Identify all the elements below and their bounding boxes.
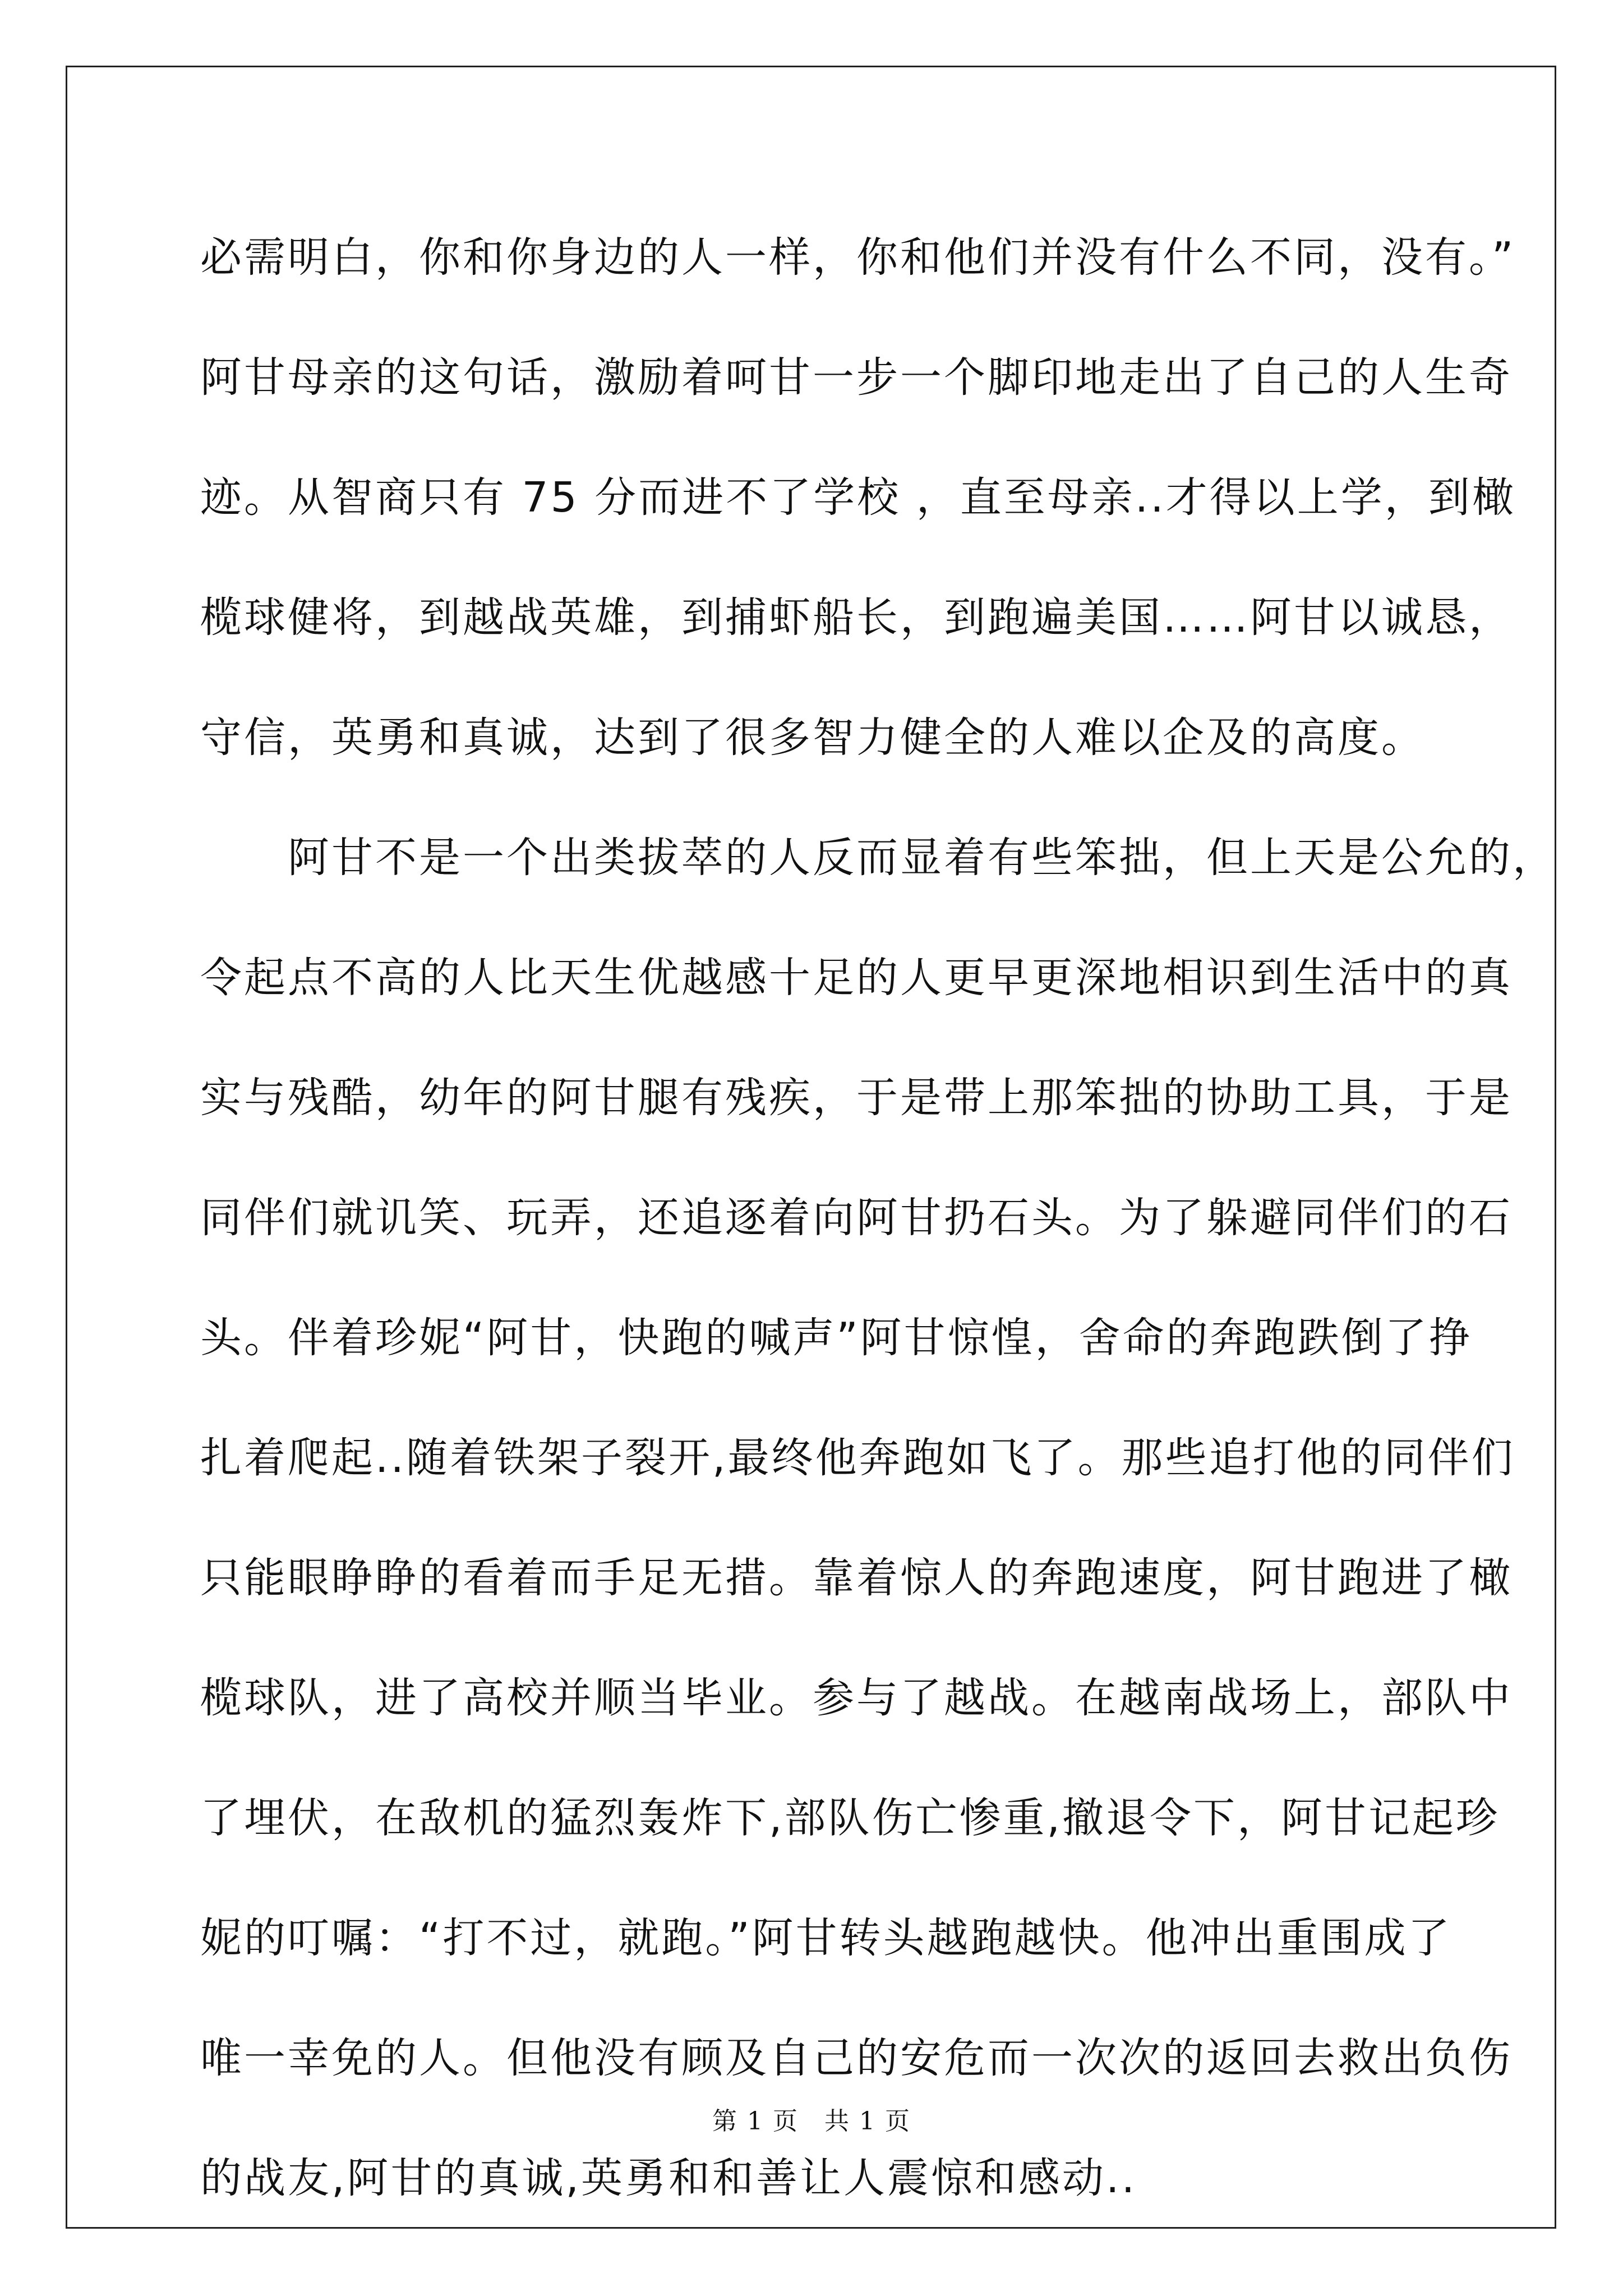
page-number-footer: 第 1 页 共 1 页: [712, 2107, 911, 2136]
text-line: 了埋伏，在敌机的猛烈轰炸下,部队伤亡惨重,撤退令下，阿甘记起珍: [200, 1794, 1500, 1842]
text-line: 头。伴着珍妮“阿甘，快跑的喊声”阿甘惊惶，舍命的奔跑跌倒了挣: [200, 1314, 1473, 1362]
text-line: 阿甘母亲的这句话，激励着呵甘一步一个脚印地走出了自己的人生奇: [200, 353, 1513, 402]
text-line: 只能眼睁睁的看着而手足无措。靠着惊人的奔跑速度，阿甘跑进了橄: [200, 1554, 1513, 1602]
text-line: 榄球健将，到越战英雄，到捕虾船长，到跑遍美国……阿甘以诚恳，: [200, 593, 1513, 642]
text-line: 必需明白，你和你身边的人一样，你和他们并没有什么不同，没有。”: [200, 233, 1516, 282]
text-line: 令起点不高的人比天生优越感十足的人更早更深地相识到生活中的真: [200, 954, 1513, 1002]
text-line: 榄球队，进了高校并顺当毕业。参与了越战。在越南战场上，部队中: [200, 1674, 1513, 1722]
text-line: 扎着爬起..随着铁架子裂开,最终他奔跑如飞了。那些追打他的同伴们: [200, 1434, 1515, 1482]
text-line: 唯一幸免的人。但他没有顾及自己的安危而一次次的返回去救出负伤: [200, 2034, 1513, 2082]
text-line: 同伴们就讥笑、玩弄，还追逐着向阿甘扔石头。为了躲避同伴们的石: [200, 1194, 1513, 1242]
text-line: 阿甘不是一个出类拔萃的人反而显着有些笨拙，但上天是公允的，: [200, 834, 1556, 882]
text-line: 守信，英勇和真诚，达到了很多智力健全的人难以企及的高度。: [200, 714, 1425, 762]
document-body: [200, 197, 1556, 2238]
text-line: 的战友,阿甘的真诚,英勇和和善让人震惊和感动..: [200, 2154, 1137, 2202]
text-line: 妮的叮嘱：“打不过，就跑。”阿甘转头越跑越快。他冲出重围成了: [200, 1914, 1452, 1962]
text-line: 迹。从智商只有 75 分而进不了学校 ，直至母亲..才得以上学，到橄: [200, 473, 1516, 522]
text-line: 实与残酷，幼年的阿甘腿有残疾，于是带上那笨拙的协助工具，于是: [200, 1074, 1513, 1122]
